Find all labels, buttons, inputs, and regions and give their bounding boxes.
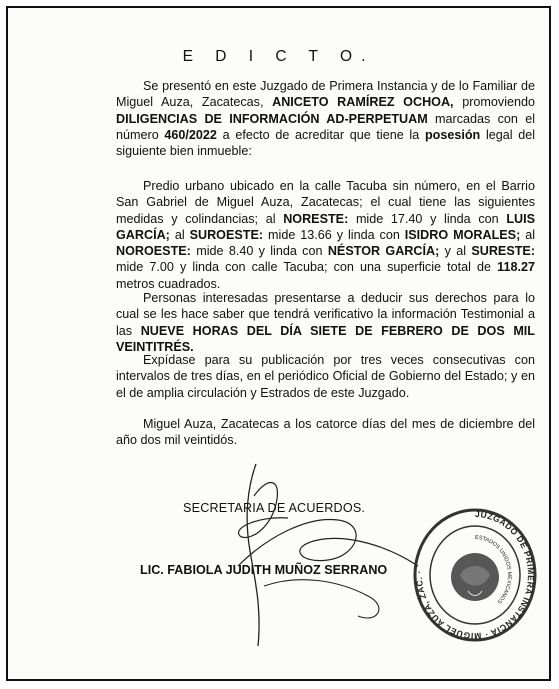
- case-number: 460/2022: [164, 127, 217, 142]
- secretary-title: SECRETARIA DE ACUERDOS.: [183, 501, 366, 515]
- svg-text:ESTADOS UNIDOS MEXICANOS: ESTADOS UNIDOS MEXICANOS: [474, 534, 513, 605]
- paragraph-presentation: Se presentó en este Juzgado de Primera Instancia y de lo Familiar de Miguel Auza, Zacatecas, ANICETO RAMÍREZ OCHOA, promoviendo DILIGENCIAS DE INFORMACIÓN AD-PERPETUAM marcadas con el número 460/2022 a efecto de acreditar que tiene la posesión legal del siguiente bien inmueble:: [116, 79, 536, 159]
- handwritten-signature: [218, 456, 438, 656]
- paragraph-hearing: Personas interesadas presentarse a deducir sus derechos para lo cual se les hace saber que tendrá verificativo la información Testimonial a las NUEVE HORAS DEL DÍA SIETE DE FEBRERO DE DOS MIL VEINTITRÉS.: [116, 291, 536, 354]
- paragraph-property: Predio urbano ubicado en la calle Tacuba sin número, en el Barrio San Gabriel de Miguel Auza, Zacatecas; el cual tiene las siguientes medidas y colindancias; al NORESTE: mide 17.40 y linda con LUIS GARCÍA; al SUROESTE: mide 13.66 y linda con ISIDRO MORALES; al NOROESTE: mide 8.40 y linda con NÉSTOR GARCÍA; y al SURESTE: mide 7.00 y linda con calle Tacuba; con una superficie total de 118.27 metros cuadrados.: [116, 179, 536, 291]
- signer-name: LIC. FABIOLA JUDITH MUÑOZ SERRANO: [140, 563, 388, 577]
- edict-page: [6, 6, 551, 681]
- promoter-name: ANICETO RAMÍREZ OCHOA,: [272, 95, 454, 110]
- hearing-date: NUEVE HORAS DEL DÍA SIETE DE FEBRERO DE DOS MIL VEINTITRÉS.: [116, 323, 536, 354]
- document-title: E D I C T O.: [182, 48, 375, 65]
- court-seal-icon: [410, 505, 540, 645]
- diligence-type: DILIGENCIAS DE INFORMACIÓN AD-PERPETUAM: [116, 111, 428, 126]
- total-area: 118.27: [497, 260, 535, 275]
- paragraph-date: Miguel Auza, Zacatecas a los catorce días del mes de diciembre del año dos mil veintidós.: [116, 417, 535, 448]
- paragraph-publication: Expídase para su publicación por tres veces consecutivas con intervalos de tres días, en el periódico Oficial de Gobierno del Estado; y en el de amplia circulación y Estrados de este Juzgado.: [116, 353, 535, 400]
- svg-text:JUZGADO DE PRIMERA INSTANCIA ·: JUZGADO DE PRIMERA INSTANCIA · MIGUEL AUZA, ZAC. ·: [413, 508, 537, 642]
